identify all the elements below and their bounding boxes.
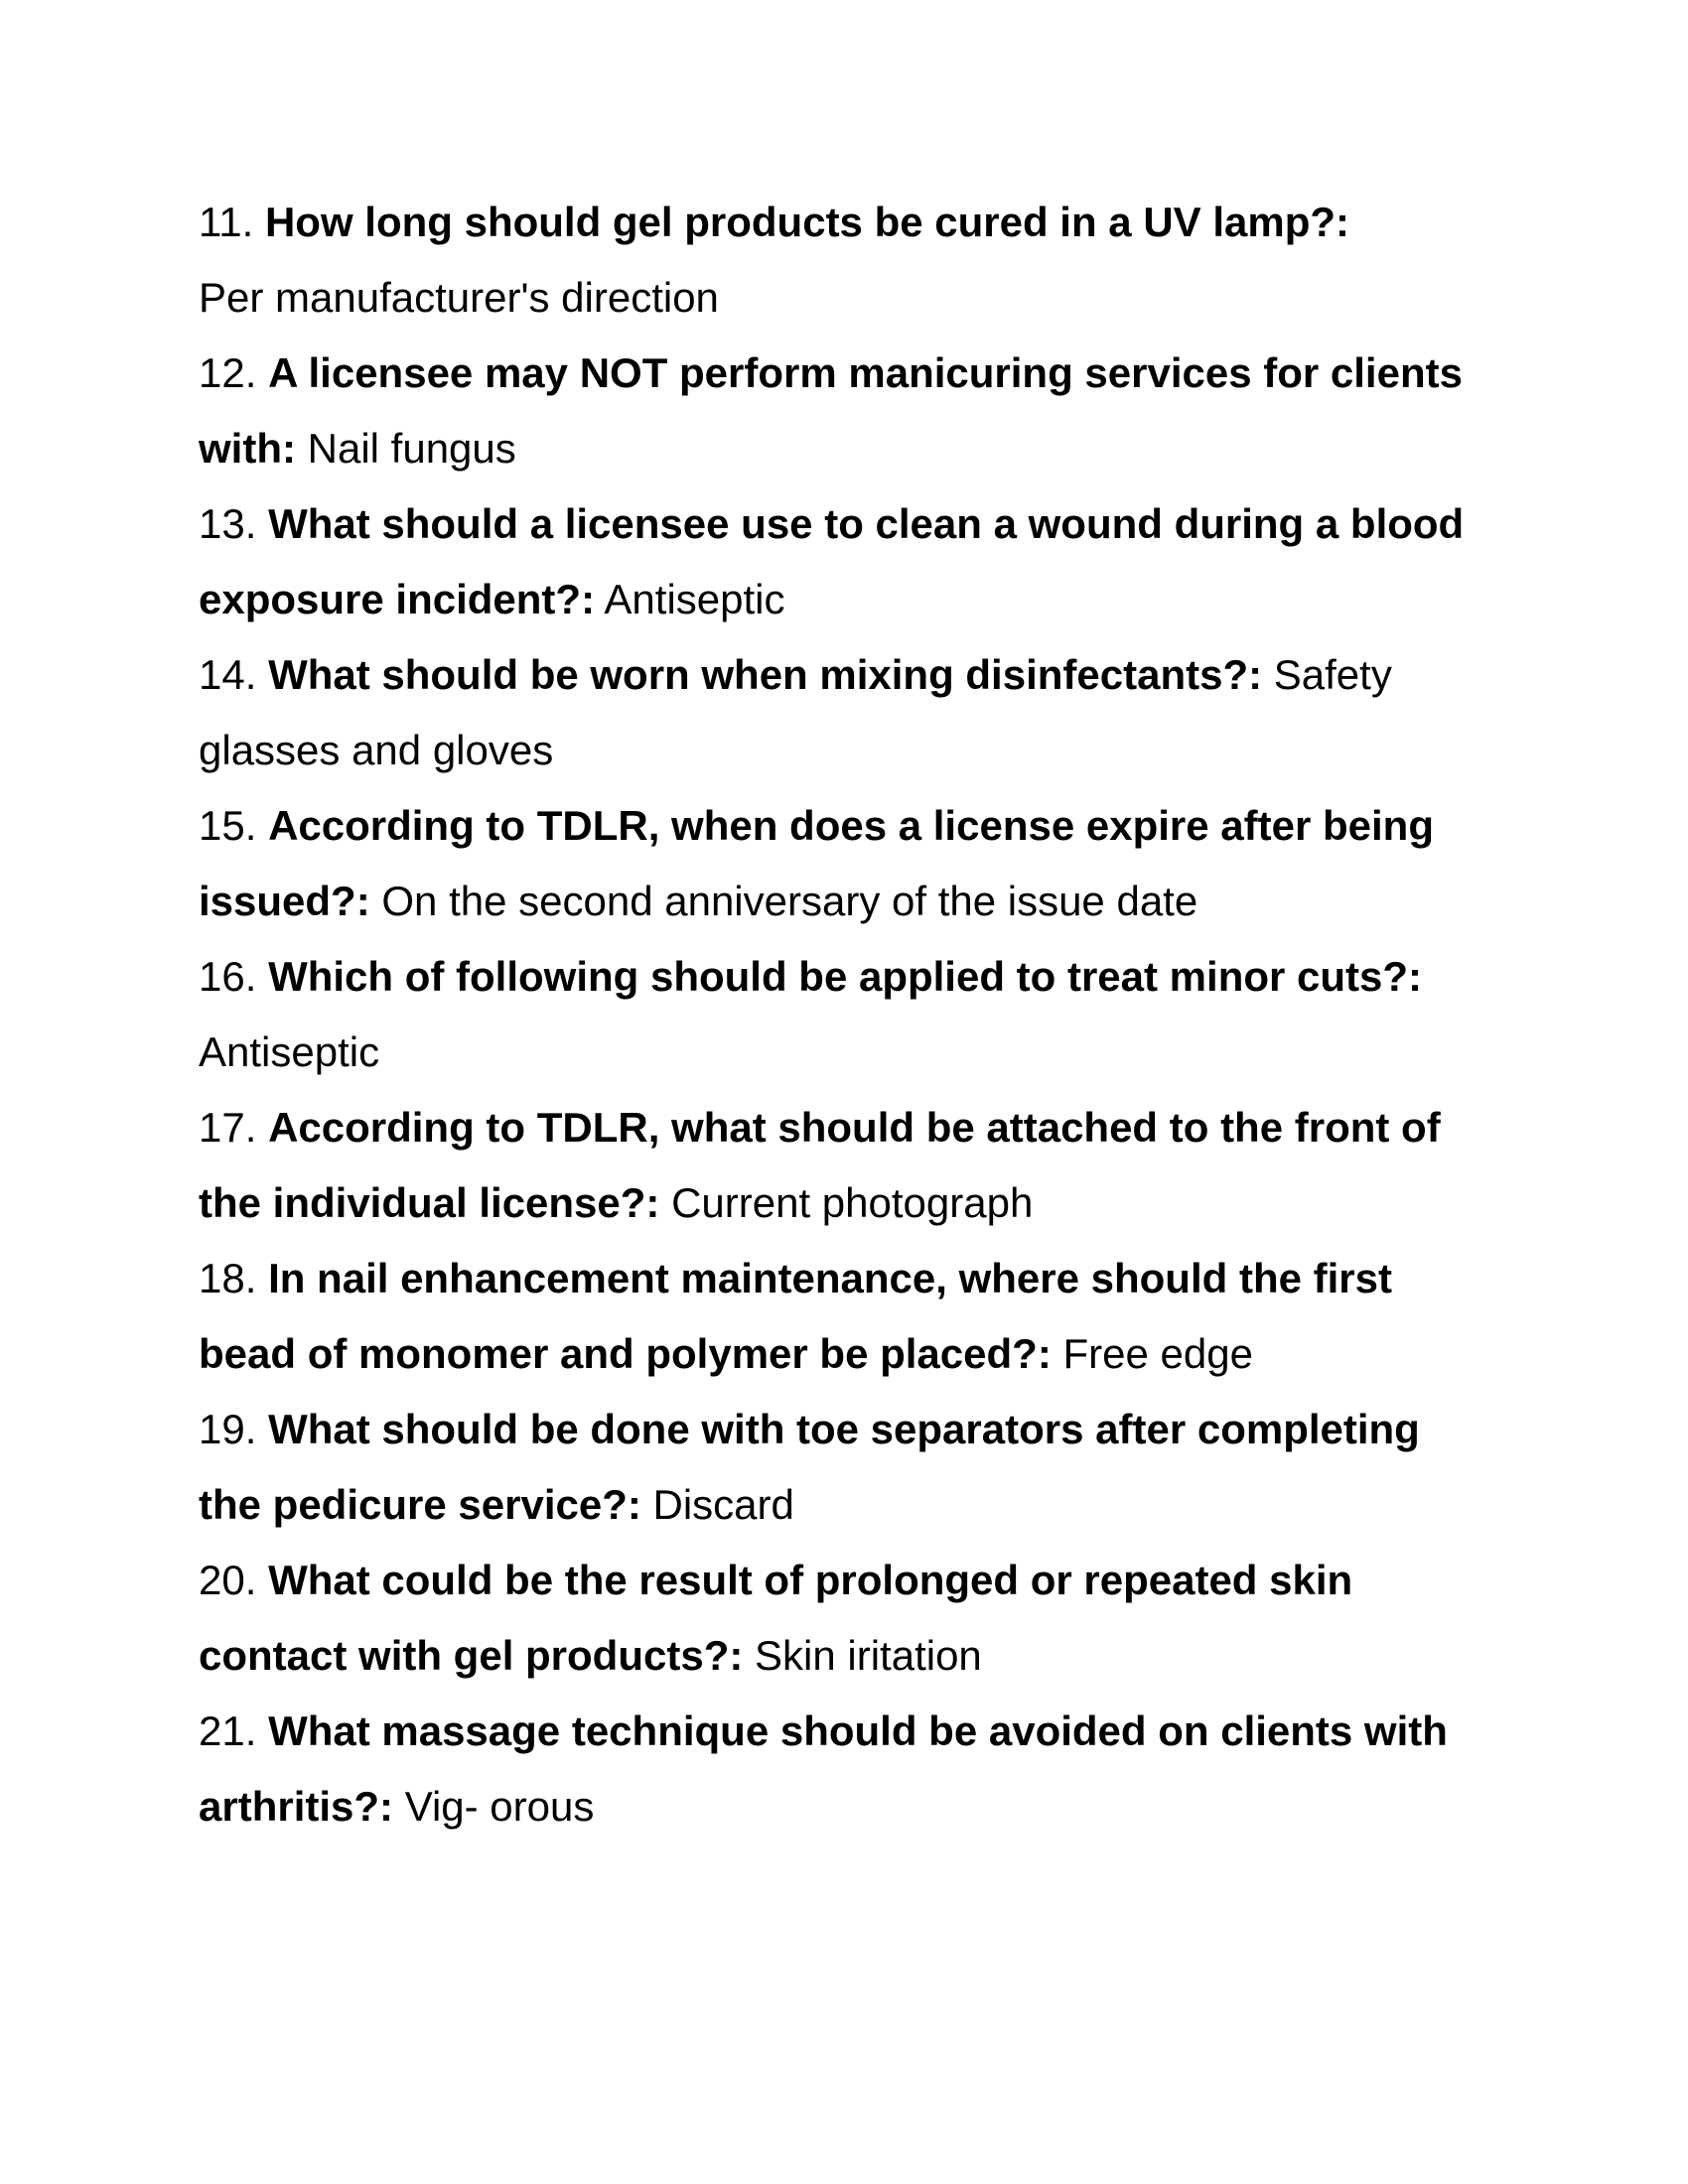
answer-text: On the second anniversary of the issue date: [381, 878, 1198, 924]
qa-item-14: [199, 637, 1489, 788]
qa-list: [199, 185, 1489, 1844]
question-number: 17.: [199, 1104, 257, 1151]
qa-item-20: [199, 1543, 1489, 1694]
answer-text: Antiseptic: [199, 1028, 380, 1075]
answer-text: Discard: [652, 1481, 794, 1528]
question-text: What massage technique should be avoided on clients with arthritis?:: [199, 1707, 1448, 1830]
answer-text: Vig- orous: [404, 1783, 595, 1830]
qa-item-21: [199, 1694, 1489, 1844]
question-text: In nail enhancement maintenance, where should the first bead of monomer and polymer be placed?:: [199, 1255, 1392, 1377]
question-number: 19.: [199, 1406, 257, 1452]
question-number: 14.: [199, 651, 257, 698]
question-number: 20.: [199, 1557, 257, 1603]
question-text: Which of following should be applied to treat minor cuts?:: [268, 953, 1423, 1000]
qa-item-13: [199, 486, 1489, 637]
question-number: 12.: [199, 349, 257, 396]
question-text: According to TDLR, when does a license expire after being issued?:: [199, 802, 1434, 924]
qa-item-11: [199, 185, 1489, 336]
question-number: 18.: [199, 1255, 257, 1301]
question-text: What should a licensee use to clean a wound during a blood exposure incident?:: [199, 500, 1465, 622]
qa-item-18: [199, 1241, 1489, 1392]
answer-text: Per manufacturer's direction: [199, 274, 719, 321]
question-number: 13.: [199, 500, 257, 547]
answer-text: Safety glasses and gloves: [199, 651, 1392, 773]
qa-item-19: [199, 1392, 1489, 1543]
question-text: What should be worn when mixing disinfectants?:: [268, 651, 1263, 698]
question-text: According to TDLR, what should be attached to the front of the individual license?:: [199, 1104, 1441, 1226]
question-number: 16.: [199, 953, 257, 1000]
qa-item-16: [199, 939, 1489, 1090]
question-text: A licensee may NOT perform manicuring services for clients with:: [199, 349, 1463, 472]
answer-text: Current photograph: [671, 1179, 1034, 1226]
question-number: 11.: [199, 199, 254, 245]
answer-text: Antiseptic: [604, 576, 785, 622]
question-number: 21.: [199, 1707, 257, 1754]
question-number: 15.: [199, 802, 257, 849]
question-text: How long should gel products be cured in a UV lamp?:: [264, 199, 1350, 245]
answer-text: Skin iritation: [755, 1632, 982, 1679]
answer-text: Free edge: [1062, 1330, 1253, 1377]
qa-item-17: [199, 1090, 1489, 1241]
qa-item-12: [199, 336, 1489, 486]
answer-text: Nail fungus: [307, 425, 516, 472]
qa-item-15: [199, 788, 1489, 939]
question-text: What should be done with toe separators after completing the pedicure service?:: [199, 1406, 1420, 1528]
question-text: What could be the result of prolonged or repeated skin contact with gel products?:: [199, 1557, 1353, 1679]
